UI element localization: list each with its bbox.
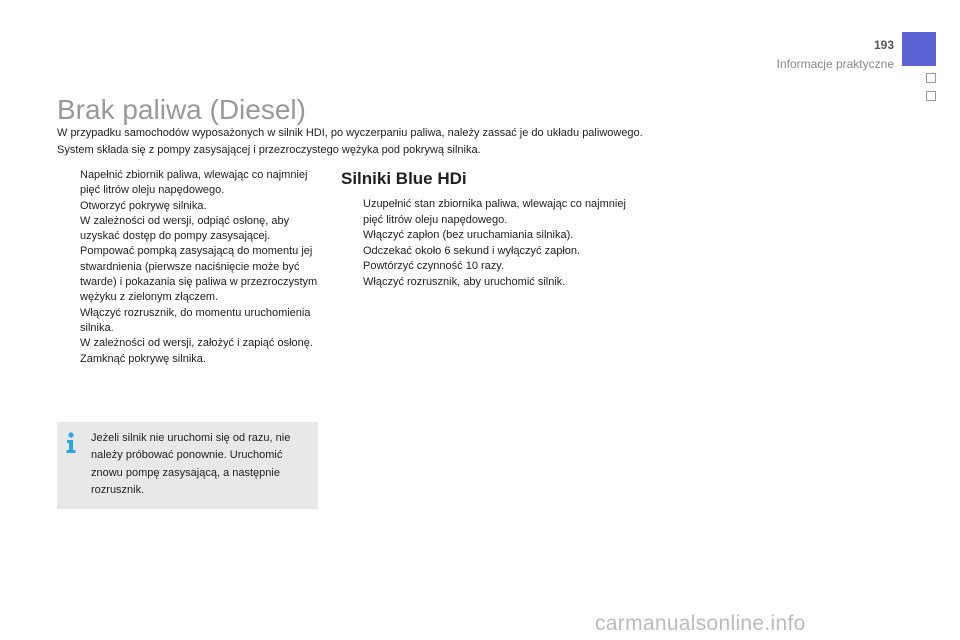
list-item-text: Uzupełnić stan zbiornika paliwa, wlewając co najmniej pięć litrów oleju napędowego.	[363, 198, 626, 226]
chapter-tab[interactable]	[926, 91, 936, 101]
list-item-text: Odczekać około 6 sekund i wyłączyć zapłon.	[363, 244, 581, 257]
section-header: Informacje praktyczne	[776, 57, 894, 71]
list-item	[341, 244, 631, 260]
list-item	[58, 306, 323, 337]
list-item	[341, 197, 631, 228]
info-note	[57, 422, 318, 509]
list-item	[58, 244, 323, 305]
list-item-text: Zamknąć pokrywę silnika.	[80, 352, 206, 365]
section-subheading: Silniki Blue HDi	[341, 169, 467, 188]
page-number: 193	[873, 38, 894, 52]
list-item	[58, 336, 323, 351]
list-item-text: Włączyć zapłon (bez uruchamiania silnika).	[363, 229, 574, 242]
list-item-text: Otworzyć pokrywę silnika.	[80, 199, 207, 212]
watermark: carmanualsonline.info	[595, 612, 806, 635]
chapter-tab[interactable]	[926, 73, 936, 83]
list-item-text: Powtórzyć czynność 10 razy.	[363, 260, 505, 273]
list-item-text: W zależności od wersji, odpiąć osłonę, aby uzyskać dostęp do pompy zasysającej.	[80, 214, 290, 243]
list-item	[341, 259, 631, 275]
chapter-tab-active[interactable]	[902, 32, 936, 66]
page-title: Brak paliwa (Diesel)	[57, 94, 306, 125]
list-item	[341, 275, 631, 291]
list-item-text: Napełnić zbiornik paliwa, wlewając co najmniej pięć litrów oleju napędowego.	[80, 169, 308, 197]
intro-text	[57, 125, 737, 159]
list-item	[58, 168, 323, 199]
info-note-text: Jeżeli silnik nie uruchomi się od razu, nie należy próbować ponownie. Uruchomić znowu pompę zasysającą, a następnie rozrusznik.	[91, 432, 291, 496]
procedure-list-blue-hdi	[341, 197, 631, 291]
intro-line: System składa się z pompy zasysającej i przezroczystego wężyka pod pokrywą silnika.	[57, 144, 481, 156]
list-item	[58, 214, 323, 245]
list-item-text: Włączyć rozrusznik, aby uruchomić silnik.	[363, 275, 566, 288]
list-item-text: W zależności od wersji, założyć i zapiąć osłonę.	[80, 337, 313, 350]
list-item	[341, 228, 631, 244]
list-item-text: Pompować pompką zasysającą do momentu jej stwardnienia (pierwsze naciśnięcie może być twarde) i pokazania się paliwa w przezroczystym wężyku z zielonym złączem.	[80, 245, 318, 304]
list-item-text: Włączyć rozrusznik, do momentu uruchomienia silnika.	[80, 306, 311, 334]
intro-line: W przypadku samochodów wyposażonych w silnik HDI, po wyczerpaniu paliwa, należy zassać je do układu paliwowego.	[57, 127, 643, 139]
list-item	[58, 199, 323, 214]
info-icon	[64, 432, 78, 454]
list-item	[58, 352, 323, 367]
procedure-list	[58, 168, 323, 367]
